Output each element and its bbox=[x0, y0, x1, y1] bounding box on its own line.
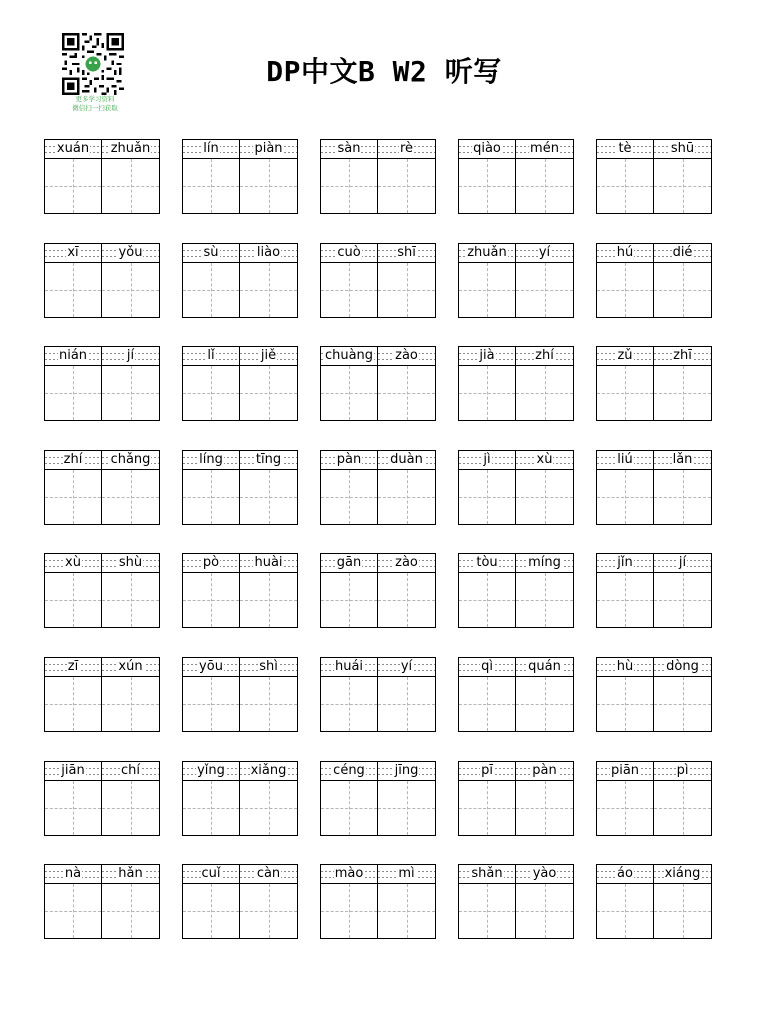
word-box bbox=[596, 761, 712, 836]
pinyin-cell bbox=[459, 865, 516, 884]
word-box bbox=[596, 864, 712, 939]
pinyin-cell bbox=[516, 865, 573, 884]
pinyin-cell bbox=[654, 451, 711, 470]
word-box bbox=[44, 761, 160, 836]
character-writing-square[interactable] bbox=[102, 781, 159, 835]
pinyin-label: qì bbox=[481, 659, 493, 674]
pinyin-label: shù bbox=[118, 555, 143, 570]
character-writing-square[interactable] bbox=[654, 263, 711, 317]
character-writing-square[interactable] bbox=[321, 470, 378, 524]
pinyin-label: yōu bbox=[199, 659, 223, 674]
character-writing-square[interactable] bbox=[378, 366, 435, 420]
pinyin-label: chuàng bbox=[324, 348, 374, 363]
character-writing-square[interactable] bbox=[654, 677, 711, 731]
word-box bbox=[596, 450, 712, 525]
character-writing-square[interactable] bbox=[102, 677, 159, 731]
pinyin-cell bbox=[378, 347, 435, 366]
pinyin-cell bbox=[378, 658, 435, 677]
character-writing-square[interactable] bbox=[597, 884, 654, 938]
pinyin-label: qiào bbox=[473, 141, 501, 156]
pinyin-cell bbox=[378, 140, 435, 159]
pinyin-label: chí bbox=[121, 763, 140, 778]
character-writing-square[interactable] bbox=[45, 470, 102, 524]
pinyin-label: nà bbox=[64, 866, 82, 881]
pinyin-label: hù bbox=[616, 659, 634, 674]
word-box bbox=[320, 139, 436, 214]
character-writing-square[interactable] bbox=[240, 159, 297, 213]
pinyin-cell bbox=[321, 658, 378, 677]
pinyin-cell bbox=[183, 347, 240, 366]
character-writing-square[interactable] bbox=[45, 159, 102, 213]
pinyin-label: nián bbox=[58, 348, 88, 363]
word-box bbox=[458, 864, 574, 939]
character-writing-square[interactable] bbox=[45, 781, 102, 835]
pinyin-cell bbox=[45, 658, 102, 677]
pinyin-cell bbox=[240, 554, 297, 573]
word-box bbox=[320, 346, 436, 421]
character-writing-square[interactable] bbox=[654, 573, 711, 627]
pinyin-label: lín bbox=[203, 141, 219, 156]
pinyin-cell bbox=[45, 762, 102, 781]
pinyin-label: tè bbox=[618, 141, 632, 156]
pinyin-cell bbox=[321, 244, 378, 263]
pinyin-label: cuò bbox=[337, 245, 361, 260]
pinyin-cell bbox=[654, 865, 711, 884]
character-writing-square[interactable] bbox=[183, 159, 240, 213]
pinyin-cell bbox=[240, 347, 297, 366]
pinyin-label: shì bbox=[259, 659, 278, 674]
pinyin-cell bbox=[516, 762, 573, 781]
character-writing-square[interactable] bbox=[459, 677, 516, 731]
pinyin-cell bbox=[45, 451, 102, 470]
word-box bbox=[44, 243, 160, 318]
character-writing-square[interactable] bbox=[597, 573, 654, 627]
pinyin-label: zhuǎn bbox=[110, 141, 151, 156]
word-box bbox=[182, 657, 298, 732]
pinyin-cell bbox=[102, 658, 159, 677]
pinyin-label: jí bbox=[678, 555, 687, 570]
character-writing-square[interactable] bbox=[321, 366, 378, 420]
character-writing-square[interactable] bbox=[240, 366, 297, 420]
character-writing-square[interactable] bbox=[102, 159, 159, 213]
word-box bbox=[320, 657, 436, 732]
pinyin-label: dòng bbox=[666, 659, 699, 674]
pinyin-label: duàn bbox=[390, 452, 423, 467]
pinyin-label: mén bbox=[530, 141, 559, 156]
pinyin-cell bbox=[459, 658, 516, 677]
character-writing-square[interactable] bbox=[378, 884, 435, 938]
word-box bbox=[44, 553, 160, 628]
word-box bbox=[596, 243, 712, 318]
character-writing-square[interactable] bbox=[183, 263, 240, 317]
word-box bbox=[458, 346, 574, 421]
word-box bbox=[596, 553, 712, 628]
word-box bbox=[320, 864, 436, 939]
pinyin-label: lǎn bbox=[672, 452, 693, 467]
pinyin-label: míng bbox=[528, 555, 561, 570]
character-writing-square[interactable] bbox=[183, 366, 240, 420]
pinyin-label: shū bbox=[670, 141, 695, 156]
pinyin-label: jīng bbox=[394, 763, 419, 778]
pinyin-cell bbox=[459, 244, 516, 263]
character-writing-square[interactable] bbox=[45, 677, 102, 731]
character-writing-square[interactable] bbox=[597, 677, 654, 731]
pinyin-label: liào bbox=[256, 245, 281, 260]
pinyin-label: hú bbox=[616, 245, 634, 260]
character-writing-square[interactable] bbox=[516, 573, 573, 627]
word-box bbox=[458, 657, 574, 732]
pinyin-label: cuǐ bbox=[201, 866, 221, 881]
pinyin-label: huái bbox=[334, 659, 364, 674]
pinyin-label: xù bbox=[65, 555, 81, 570]
character-writing-square[interactable] bbox=[45, 573, 102, 627]
character-writing-square[interactable] bbox=[45, 263, 102, 317]
pinyin-cell bbox=[597, 347, 654, 366]
pinyin-label: dié bbox=[672, 245, 693, 260]
word-box bbox=[596, 657, 712, 732]
pinyin-cell bbox=[654, 554, 711, 573]
pinyin-cell bbox=[183, 451, 240, 470]
pinyin-label: pàn bbox=[336, 452, 362, 467]
pinyin-cell bbox=[45, 244, 102, 263]
pinyin-label: zào bbox=[395, 348, 418, 363]
pinyin-label: xuán bbox=[56, 141, 90, 156]
pinyin-label: gān bbox=[336, 555, 362, 570]
pinyin-label: zǔ bbox=[617, 348, 633, 363]
pinyin-label: liú bbox=[617, 452, 633, 467]
character-writing-square[interactable] bbox=[378, 573, 435, 627]
word-box bbox=[320, 450, 436, 525]
word-box bbox=[458, 761, 574, 836]
pinyin-cell bbox=[45, 347, 102, 366]
word-box bbox=[44, 346, 160, 421]
pinyin-label: huài bbox=[254, 555, 283, 570]
character-writing-square[interactable] bbox=[654, 366, 711, 420]
pinyin-cell bbox=[102, 762, 159, 781]
character-writing-square[interactable] bbox=[516, 470, 573, 524]
pinyin-cell bbox=[240, 865, 297, 884]
pinyin-label: lǐ bbox=[207, 348, 215, 363]
pinyin-cell bbox=[459, 140, 516, 159]
pinyin-cell bbox=[321, 865, 378, 884]
pinyin-label: jiě bbox=[260, 348, 277, 363]
pinyin-label: jǐn bbox=[617, 555, 633, 570]
pinyin-cell bbox=[321, 554, 378, 573]
word-box bbox=[182, 243, 298, 318]
pinyin-label: céng bbox=[333, 763, 365, 778]
character-writing-square[interactable] bbox=[321, 884, 378, 938]
pinyin-label: mì bbox=[398, 866, 415, 881]
pinyin-cell bbox=[597, 451, 654, 470]
pinyin-cell bbox=[45, 554, 102, 573]
character-writing-square[interactable] bbox=[240, 781, 297, 835]
pinyin-cell bbox=[597, 658, 654, 677]
pinyin-cell bbox=[183, 554, 240, 573]
character-writing-square[interactable] bbox=[459, 159, 516, 213]
pinyin-cell bbox=[516, 451, 573, 470]
character-writing-square[interactable] bbox=[516, 677, 573, 731]
pinyin-cell bbox=[321, 762, 378, 781]
pinyin-label: tòu bbox=[476, 555, 498, 570]
character-writing-square[interactable] bbox=[45, 366, 102, 420]
pinyin-label: yǐng bbox=[197, 763, 225, 778]
character-writing-square[interactable] bbox=[183, 677, 240, 731]
pinyin-label: quán bbox=[528, 659, 561, 674]
character-writing-square[interactable] bbox=[240, 263, 297, 317]
pinyin-cell bbox=[516, 554, 573, 573]
character-writing-square[interactable] bbox=[597, 470, 654, 524]
pinyin-label: yào bbox=[532, 866, 557, 881]
pinyin-cell bbox=[597, 244, 654, 263]
pinyin-cell bbox=[378, 451, 435, 470]
pinyin-cell bbox=[516, 658, 573, 677]
qr-caption-line-2: 微信扫一扫获取 bbox=[72, 104, 118, 112]
pinyin-label: shī bbox=[397, 245, 416, 260]
character-writing-square[interactable] bbox=[516, 366, 573, 420]
pinyin-label: xiǎng bbox=[250, 763, 287, 778]
pinyin-label: yí bbox=[400, 659, 413, 674]
character-writing-square[interactable] bbox=[102, 366, 159, 420]
pinyin-label: shǎn bbox=[471, 866, 503, 881]
pinyin-cell bbox=[240, 244, 297, 263]
pinyin-label: xún bbox=[118, 659, 143, 674]
character-writing-square[interactable] bbox=[516, 263, 573, 317]
word-box bbox=[458, 450, 574, 525]
pinyin-label: jià bbox=[479, 348, 495, 363]
pinyin-label: rè bbox=[399, 141, 414, 156]
pinyin-cell bbox=[597, 865, 654, 884]
pinyin-cell bbox=[654, 658, 711, 677]
pinyin-cell bbox=[102, 451, 159, 470]
character-writing-square[interactable] bbox=[240, 470, 297, 524]
character-writing-square[interactable] bbox=[102, 263, 159, 317]
character-writing-square[interactable] bbox=[102, 470, 159, 524]
character-writing-square[interactable] bbox=[321, 781, 378, 835]
pinyin-cell bbox=[654, 347, 711, 366]
character-writing-square[interactable] bbox=[459, 366, 516, 420]
pinyin-cell bbox=[654, 244, 711, 263]
character-writing-square[interactable] bbox=[654, 470, 711, 524]
pinyin-label: mào bbox=[334, 866, 364, 881]
pinyin-label: jiān bbox=[61, 763, 85, 778]
word-box bbox=[44, 450, 160, 525]
character-writing-square[interactable] bbox=[654, 884, 711, 938]
pinyin-cell bbox=[102, 347, 159, 366]
character-writing-square[interactable] bbox=[183, 573, 240, 627]
pinyin-cell bbox=[102, 554, 159, 573]
character-writing-square[interactable] bbox=[378, 159, 435, 213]
pinyin-label: pī bbox=[481, 763, 493, 778]
pinyin-cell bbox=[45, 865, 102, 884]
pinyin-cell bbox=[654, 140, 711, 159]
character-writing-square[interactable] bbox=[240, 677, 297, 731]
word-box bbox=[182, 553, 298, 628]
page-title: DP中文B W2 听写 bbox=[266, 55, 502, 88]
character-writing-square[interactable] bbox=[459, 884, 516, 938]
pinyin-label: yí bbox=[538, 245, 551, 260]
pinyin-label: yǒu bbox=[118, 245, 143, 260]
pinyin-label: jì bbox=[483, 452, 491, 467]
character-writing-square[interactable] bbox=[321, 677, 378, 731]
character-writing-square[interactable] bbox=[654, 781, 711, 835]
pinyin-label: zhí bbox=[63, 452, 83, 467]
word-box bbox=[182, 450, 298, 525]
word-box bbox=[320, 553, 436, 628]
pinyin-label: líng bbox=[199, 452, 223, 467]
character-writing-square[interactable] bbox=[321, 573, 378, 627]
pinyin-cell bbox=[183, 658, 240, 677]
character-writing-square[interactable] bbox=[45, 884, 102, 938]
word-box bbox=[44, 864, 160, 939]
character-writing-square[interactable] bbox=[459, 781, 516, 835]
pinyin-cell bbox=[597, 554, 654, 573]
pinyin-cell bbox=[459, 762, 516, 781]
pinyin-label: chǎng bbox=[110, 452, 151, 467]
pinyin-cell bbox=[516, 140, 573, 159]
character-writing-square[interactable] bbox=[597, 159, 654, 213]
pinyin-cell bbox=[240, 451, 297, 470]
character-writing-square[interactable] bbox=[516, 781, 573, 835]
pinyin-cell bbox=[516, 244, 573, 263]
pinyin-cell bbox=[240, 762, 297, 781]
character-writing-square[interactable] bbox=[183, 781, 240, 835]
character-writing-square[interactable] bbox=[378, 263, 435, 317]
character-writing-square[interactable] bbox=[378, 781, 435, 835]
pinyin-label: hǎn bbox=[118, 866, 143, 881]
pinyin-cell bbox=[45, 140, 102, 159]
pinyin-label: zhī bbox=[673, 348, 692, 363]
pinyin-cell bbox=[240, 658, 297, 677]
word-box bbox=[182, 346, 298, 421]
pinyin-cell bbox=[597, 140, 654, 159]
word-box bbox=[596, 139, 712, 214]
word-box bbox=[458, 243, 574, 318]
character-writing-square[interactable] bbox=[321, 263, 378, 317]
character-writing-square[interactable] bbox=[378, 677, 435, 731]
word-box bbox=[320, 243, 436, 318]
pinyin-label: pàn bbox=[532, 763, 557, 778]
character-writing-square[interactable] bbox=[321, 159, 378, 213]
pinyin-cell bbox=[459, 347, 516, 366]
character-writing-square[interactable] bbox=[654, 159, 711, 213]
character-writing-square[interactable] bbox=[183, 470, 240, 524]
pinyin-label: sù bbox=[203, 245, 219, 260]
word-box bbox=[182, 139, 298, 214]
pinyin-label: xù bbox=[536, 452, 553, 467]
pinyin-label: jí bbox=[126, 348, 135, 363]
pinyin-label: zī bbox=[67, 659, 79, 674]
pinyin-cell bbox=[102, 865, 159, 884]
character-writing-square[interactable] bbox=[516, 159, 573, 213]
pinyin-cell bbox=[516, 347, 573, 366]
qr-caption-line-1: 更多学习资料 bbox=[75, 95, 115, 103]
character-writing-square[interactable] bbox=[459, 573, 516, 627]
pinyin-cell bbox=[378, 762, 435, 781]
pinyin-cell bbox=[459, 554, 516, 573]
pinyin-cell bbox=[183, 762, 240, 781]
character-writing-square[interactable] bbox=[597, 366, 654, 420]
pinyin-label: zào bbox=[395, 555, 418, 570]
pinyin-cell bbox=[321, 140, 378, 159]
character-writing-square[interactable] bbox=[459, 470, 516, 524]
word-box bbox=[44, 139, 160, 214]
pinyin-cell bbox=[240, 140, 297, 159]
pinyin-cell bbox=[459, 451, 516, 470]
word-box bbox=[182, 864, 298, 939]
pinyin-label: pò bbox=[202, 555, 220, 570]
pinyin-cell bbox=[321, 451, 378, 470]
character-writing-square[interactable] bbox=[516, 884, 573, 938]
pinyin-cell bbox=[654, 762, 711, 781]
pinyin-cell bbox=[102, 244, 159, 263]
pinyin-label: tīng bbox=[255, 452, 282, 467]
pinyin-cell bbox=[183, 865, 240, 884]
character-writing-square[interactable] bbox=[240, 884, 297, 938]
character-writing-square[interactable] bbox=[597, 781, 654, 835]
pinyin-label: zhí bbox=[535, 348, 554, 363]
pinyin-label: xiáng bbox=[664, 866, 701, 881]
word-box bbox=[182, 761, 298, 836]
character-writing-square[interactable] bbox=[183, 884, 240, 938]
word-box bbox=[320, 761, 436, 836]
word-box bbox=[458, 139, 574, 214]
word-box bbox=[458, 553, 574, 628]
pinyin-label: piàn bbox=[254, 141, 283, 156]
pinyin-label: áo bbox=[617, 866, 633, 881]
word-box bbox=[596, 346, 712, 421]
pinyin-label: zhuǎn bbox=[467, 245, 507, 260]
pinyin-cell bbox=[183, 244, 240, 263]
pinyin-cell bbox=[183, 140, 240, 159]
character-writing-square[interactable] bbox=[102, 884, 159, 938]
word-box bbox=[44, 657, 160, 732]
pinyin-cell bbox=[321, 347, 378, 366]
pinyin-label: xī bbox=[67, 245, 79, 260]
pinyin-cell bbox=[378, 865, 435, 884]
pinyin-label: pì bbox=[676, 763, 689, 778]
character-writing-square[interactable] bbox=[459, 263, 516, 317]
pinyin-cell bbox=[597, 762, 654, 781]
pinyin-cell bbox=[378, 244, 435, 263]
pinyin-cell bbox=[102, 140, 159, 159]
pinyin-label: piān bbox=[610, 763, 640, 778]
character-writing-square[interactable] bbox=[102, 573, 159, 627]
character-writing-square[interactable] bbox=[597, 263, 654, 317]
pinyin-label: càn bbox=[256, 866, 281, 881]
pinyin-cell bbox=[378, 554, 435, 573]
character-writing-square[interactable] bbox=[378, 470, 435, 524]
character-writing-square[interactable] bbox=[240, 573, 297, 627]
pinyin-label: sàn bbox=[337, 141, 361, 156]
